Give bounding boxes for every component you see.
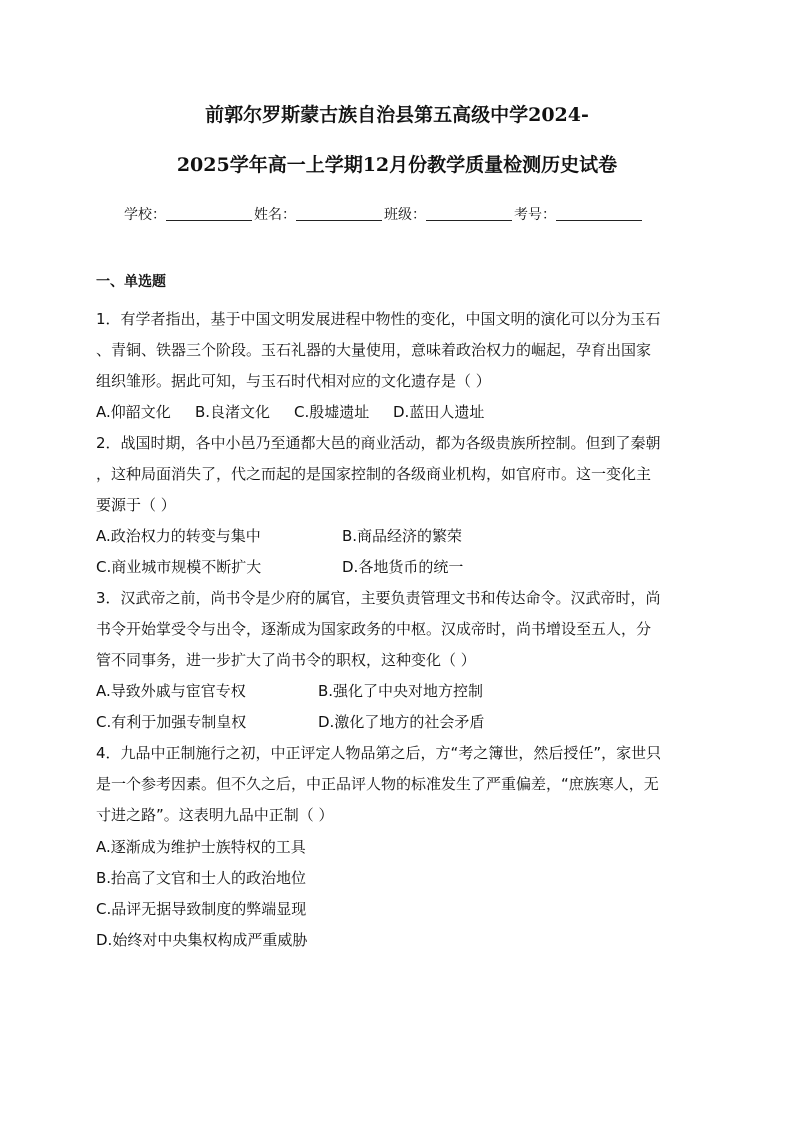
- question-4-option-a: A.逐渐成为维护士族特权的工具: [96, 838, 306, 856]
- question-1-line-3: 组织雏形。据此可知，与玉石时代相对应的文化遗存是（ ）: [96, 372, 491, 390]
- question-4-line-1: 4．九品中正制施行之初，中正评定人物品第之后，方“考之簿世，然后授任”，家世只: [96, 744, 662, 762]
- number-blank: [556, 203, 642, 221]
- question-3-line-2: 书令开始掌受令与出令，逐渐成为国家政务的中枢。汉成帝时，尚书增设至五人，分: [96, 620, 652, 638]
- question-1-option-b: B.良渚文化: [195, 403, 271, 421]
- question-4-option-b: B.抬高了文官和士人的政治地位: [96, 869, 307, 887]
- question-1-option-d: D.蓝田人遗址: [393, 403, 485, 421]
- question-3-option-b: B.强化了中央对地方控制: [318, 682, 484, 700]
- question-2-line-1: 2．战国时期，各中小邑乃至通都大邑的商业活动，都为各级贵族所控制。但到了秦朝: [96, 434, 661, 452]
- question-2-option-a: A.政治权力的转变与集中: [96, 527, 261, 545]
- question-4-option-c: C.品评无据导致制度的弊端显现: [96, 900, 307, 918]
- name-label: 姓名：: [254, 207, 296, 223]
- question-1-option-c: C.殷墟遗址: [294, 403, 370, 421]
- question-2-option-c: C.商业城市规模不断扩大: [96, 558, 262, 576]
- name-blank: [296, 203, 382, 221]
- question-3-line-3: 管不同事务，进一步扩大了尚书令的职权，这种变化（ ）: [96, 651, 476, 669]
- question-3-option-a: A.导致外戚与宦官专权: [96, 682, 246, 700]
- question-3-line-1: 3．汉武帝之前，尚书令是少府的属官，主要负责管理文书和传达命令。汉武帝时，尚: [96, 589, 661, 607]
- question-2-line-2: ，这种局面消失了，代之而起的是国家控制的各级商业机构，如官府市。这一变化主: [96, 465, 652, 483]
- exam-title-line-1: 前郭尔罗斯蒙古族自治县第五高级中学2024-: [205, 104, 589, 126]
- student-info-row: [124, 203, 684, 227]
- school-blank: [166, 203, 252, 221]
- number-label: 考号：: [514, 207, 556, 223]
- question-1-option-a: A.仰韶文化: [96, 403, 171, 421]
- class-label: 班级：: [384, 207, 426, 223]
- question-1-line-1: 1．有学者指出，基于中国文明发展进程中物性的变化，中国文明的演化可以分为玉石: [96, 310, 661, 328]
- school-label: 学校：: [124, 207, 166, 223]
- question-3-option-d: D.激化了地方的社会矛盾: [318, 713, 485, 731]
- question-4-option-d: D.始终对中央集权构成严重威胁: [96, 931, 308, 949]
- exam-title-line-2: 2025学年高一上学期12月份教学质量检测历史试卷: [176, 154, 618, 176]
- class-blank: [426, 203, 512, 221]
- question-4-line-2: 是一个参考因素。但不久之后，中正品评人物的标准发生了严重偏差，“庶族寒人，无: [96, 775, 659, 793]
- question-4-line-3: 寸进之路”。这表明九品中正制（ ）: [96, 806, 334, 824]
- question-1-line-2: 、青铜、铁器三个阶段。玉石礼器的大量使用，意味着政治权力的崛起，孕育出国家: [96, 341, 652, 359]
- question-3-option-c: C.有利于加强专制皇权: [96, 713, 247, 731]
- section-title-single-choice: 一、单选题: [96, 274, 166, 290]
- question-2-option-b: B.商品经济的繁荣: [342, 527, 463, 545]
- question-2-line-3: 要源于（ ）: [96, 496, 176, 514]
- question-2-option-d: D.各地货币的统一: [342, 558, 464, 576]
